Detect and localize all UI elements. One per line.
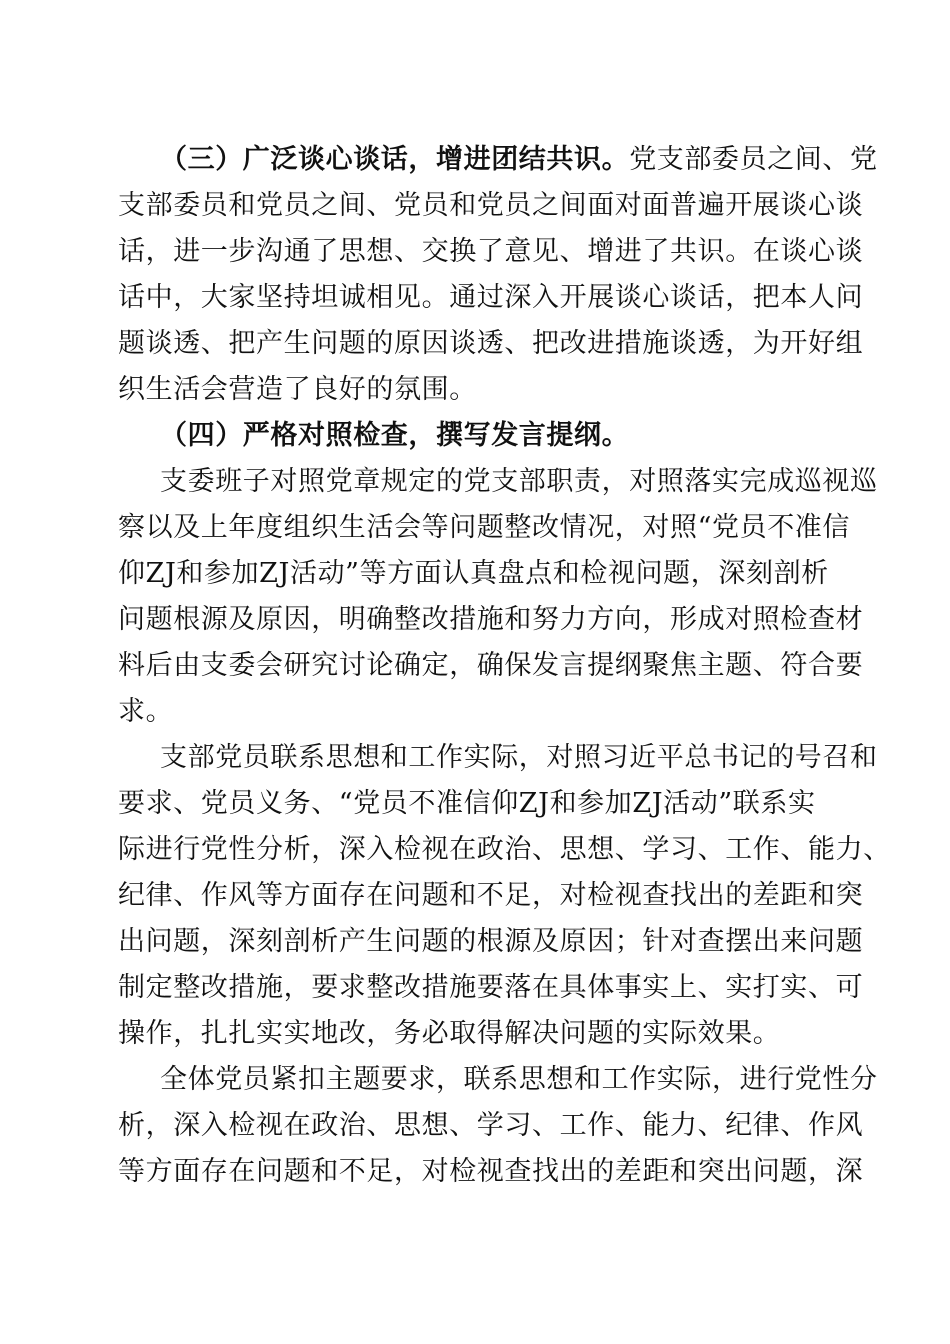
committee-line-3: 仰ZJ和参加ZJ活动”等方面认真盘点和检视问题，深刻剖析 xyxy=(118,558,829,589)
all-members-line-1: 全体党员紧扣主题要求，联系思想和工作实际，进行党性分 xyxy=(160,1064,878,1095)
section-3-line-5: 题谈透、把产生问题的原因谈透、把改进措施谈透，为开好组 xyxy=(118,328,864,359)
section-3-line-1 xyxy=(160,136,878,184)
section-3-line-4: 话中，大家坚持坦诚相见。通过深入开展谈心谈话，把本人问 xyxy=(118,282,864,313)
committee-line-5: 料后由支委会研究讨论确定，确保发言提纲聚焦主题、符合要 xyxy=(118,650,864,681)
members-line-5: 出问题，深刻剖析产生问题的根源及原因；针对查摆出来问题 xyxy=(118,926,864,957)
committee-line-6: 求。 xyxy=(118,696,174,727)
all-members-line-2: 析，深入检视在政治、思想、学习、工作、能力、纪律、作风 xyxy=(118,1110,864,1141)
members-line-4: 纪律、作风等方面存在问题和不足，对检视查找出的差距和突 xyxy=(118,880,864,911)
committee-line-2: 察以及上年度组织生活会等问题整改情况，对照“党员不准信 xyxy=(118,512,851,543)
members-line-6: 制定整改措施，要求整改措施要落在具体事实上、实打实、可 xyxy=(118,972,864,1003)
section-3-heading: （三）广泛谈心谈话，增进团结共识。 xyxy=(160,144,630,175)
section-3-line-3: 话，进一步沟通了思想、交换了意见、增进了共识。在谈心谈 xyxy=(118,236,864,267)
section-3-text: 党支部委员之间、党 xyxy=(629,144,878,175)
members-line-7: 操作，扎扎实实地改，务必取得解决问题的实际效果。 xyxy=(118,1018,781,1049)
members-line-3: 际进行党性分析，深入检视在政治、思想、学习、工作、能力、 xyxy=(118,834,891,865)
section-4-heading: （四）严格对照检查，撰写发言提纲。 xyxy=(160,420,630,451)
members-line-2: 要求、党员义务、“党员不准信仰ZJ和参加ZJ活动”联系实 xyxy=(118,788,816,819)
members-line-1: 支部党员联系思想和工作实际，对照习近平总书记的号召和 xyxy=(160,742,878,773)
section-3-line-6: 织生活会营造了良好的氛围。 xyxy=(118,374,477,405)
committee-line-4: 问题根源及原因，明确整改措施和努力方向，形成对照检查材 xyxy=(118,604,864,635)
committee-line-1: 支委班子对照党章规定的党支部职责，对照落实完成巡视巡 xyxy=(160,466,878,497)
section-3-line-2: 支部委员和党员之间、党员和党员之间面对面普遍开展谈心谈 xyxy=(118,190,864,221)
all-members-line-3: 等方面存在问题和不足，对检视查找出的差距和突出问题，深 xyxy=(118,1156,864,1187)
